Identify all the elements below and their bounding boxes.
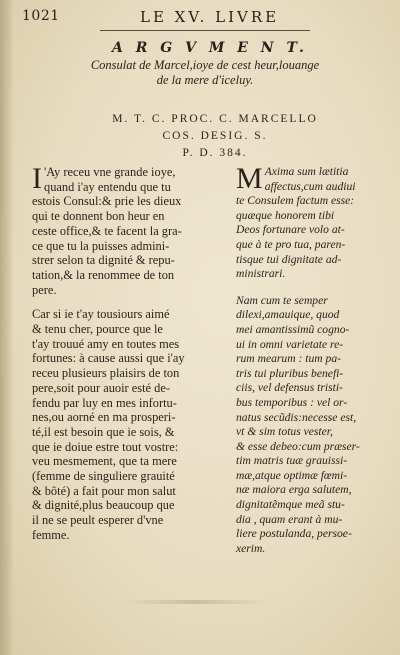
text-line: fendu par luy en mes infortu- <box>32 395 177 410</box>
argument-title: A R G V M E N T. <box>112 40 308 56</box>
text-line: receu plusieurs plaisirs de ton <box>32 366 180 381</box>
text-line: & esse debeo:cum præser- <box>236 439 360 453</box>
header-rule <box>100 30 310 31</box>
text-line: Car si ie t'ay tousiours aimé <box>32 307 170 322</box>
text-line: mei amantissimũ cogno- <box>236 322 350 336</box>
text-line: strer selon ta dignité & repu- <box>32 253 175 268</box>
text-line: que à te pro tua, paren- <box>236 237 346 251</box>
text-line: fortunes: à cause aussi que i'ay <box>32 351 185 366</box>
text-line: te Consulem factum esse: <box>236 194 355 208</box>
drop-cap: I <box>32 162 42 195</box>
text-line: pere. <box>32 282 57 297</box>
salutation-line: P. D. 384. <box>182 147 248 159</box>
french-column <box>32 162 230 543</box>
text-line: qui te donnent bon heur en <box>32 209 165 224</box>
argument-line: Consulat de Marcel,ioye de cest heur,louange <box>90 58 320 72</box>
page-header <box>22 6 382 28</box>
page-number: 1021 <box>22 8 60 24</box>
drop-cap: M <box>236 162 263 195</box>
text-line: & bôté) a fait pour mon salut <box>32 483 176 498</box>
text-line: femme. <box>32 527 70 542</box>
text-line: que ie doiue estre tout vostre: <box>32 439 179 454</box>
text-line: quæque honorem tibi <box>236 208 335 222</box>
french-paragraph-2 <box>32 307 230 542</box>
text-line: quand i'ay entendu que tu <box>44 179 171 194</box>
text-line: mæ,atque optimæ fœmi- <box>236 468 348 482</box>
text-line: estois Consul:& prie les dieux <box>32 194 182 209</box>
text-line: xerim. <box>236 541 266 555</box>
text-line: ministrari. <box>236 267 286 281</box>
text-line: ui in omni varietate re- <box>236 337 344 351</box>
gutter-shadow <box>0 0 14 655</box>
latin-paragraph-1 <box>236 162 356 282</box>
french-paragraph-1 <box>32 162 230 297</box>
letter-salutation <box>95 111 335 162</box>
text-line: affectus,cum audiui <box>264 179 356 193</box>
text-line: (femme de singuliere grauité <box>32 469 175 484</box>
text-line: ceste office,& te facent la gra- <box>32 223 182 238</box>
salutation-line: COS. DESIG. S. <box>162 130 268 142</box>
text-line: liere postulanda, persoe- <box>236 527 352 541</box>
text-line: tisque tui dignitate ad- <box>236 252 342 266</box>
text-line: dia , quam erant à mu- <box>236 512 343 526</box>
text-line: il ne se peult esperer d'vne <box>32 513 164 528</box>
text-line: t'ay trouué amy en toutes mes <box>32 336 180 351</box>
text-line: & dignité,plus beaucoup que <box>32 498 175 513</box>
text-line: nes,ou aorné en ma prosperi- <box>32 410 176 425</box>
latin-paragraph-2 <box>236 293 360 557</box>
text-line: tris tui pluribus benefi- <box>236 366 344 380</box>
latin-column <box>236 162 360 556</box>
text-line: & tenu cher, pource que le <box>32 322 163 337</box>
text-line: næ maiora erga salutem, <box>236 483 352 497</box>
argument-line: de la mere d'iceluy. <box>156 73 254 87</box>
text-line: veu mesmement, que ta mere <box>32 454 177 469</box>
text-line: Axima sum lætitia <box>264 165 349 178</box>
text-line: rum mearum : tum pa- <box>236 352 341 366</box>
text-line: ciis, vel defensus tristi- <box>236 381 343 395</box>
text-line: bus temporibus : vel or- <box>236 395 348 409</box>
text-line: dignitatẽmque meã stu- <box>236 498 345 512</box>
running-title: LE XV. LIVRE <box>140 8 280 26</box>
text-line: ce que tu la puisses admini- <box>32 238 170 253</box>
text-line: natus secũdis:necesse est, <box>236 410 357 424</box>
text-line: Nam cum te semper <box>236 293 328 307</box>
salutation-line: M. T. C. PROC. C. MARCELLO <box>112 113 318 125</box>
text-line: té,il est besoin que ie sois, & <box>32 424 175 439</box>
text-line: 'Ay receu vne grande ioye, <box>44 165 176 179</box>
argument-summary <box>70 58 340 88</box>
text-line: tation,& la renommee de ton <box>32 267 175 282</box>
text-line: pere,soit pour auoir esté de- <box>32 380 170 395</box>
text-line: dilexi,amauique, quod <box>236 308 340 322</box>
text-line: vt & sim totus vester, <box>236 425 333 439</box>
text-line: Deos fortunare volo at- <box>236 223 345 237</box>
text-line: tim matris tuæ grauissi- <box>236 454 348 468</box>
paper-stain <box>120 600 270 604</box>
